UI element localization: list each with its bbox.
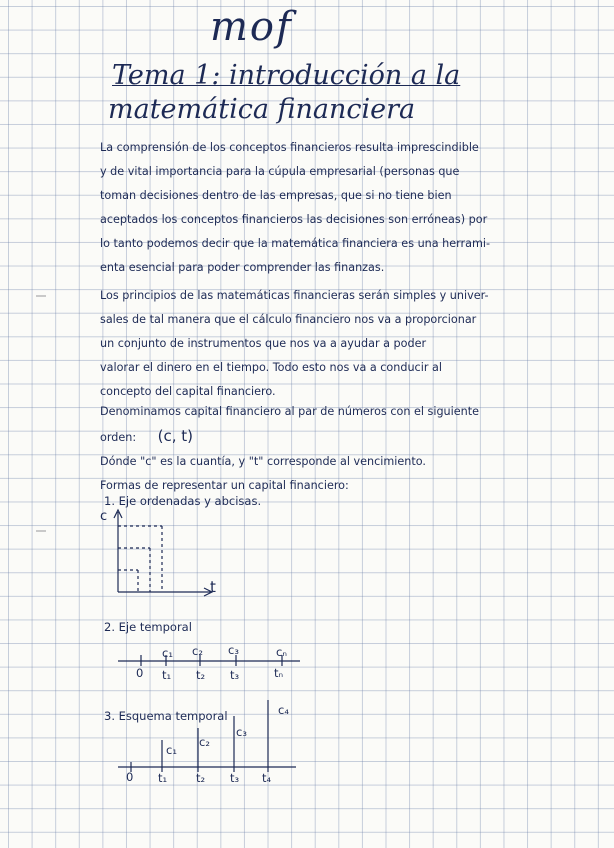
bottom-label: 0 [126,770,134,784]
time-scheme-sketch [118,700,296,772]
text-line: sales de tal manera que el cálculo financiero nos va a proporcionar [100,313,477,327]
text-line: concepto del capital financiero. [100,385,276,399]
text-line: Los principios de las matemáticas financieras serán simples y univer- [100,289,489,302]
bar-label: c₁ [166,743,177,757]
text-line: aceptados los conceptos financieros las decisiones son erróneas) por [100,213,488,227]
top-label: cₙ [276,645,287,659]
bar-label: c₂ [199,735,210,749]
text-line: un conjunto de instrumentos que nos va a ayudar a poder [100,337,427,351]
item-2-label: 2. Eje temporal [104,620,192,634]
bottom-label: t₂ [196,771,206,785]
page-title-line-1: Tema 1: introducción a la [112,60,461,91]
text-line: Dónde "c" es la cuantía, y "t" corresponde al vencimiento. [100,455,426,469]
text-line: Formas de representar un capital financiero: [100,479,349,493]
page-initials: mof [210,4,293,50]
text-line: y de vital importancia para la cúpula empresarial (personas que [100,165,460,179]
bar-label: c₄ [278,703,289,717]
text-line: toman decisiones dentro de las empresas, que si no tiene bien [100,189,452,203]
capital-pair: (c, t) [157,427,194,446]
page-title-line-2: matemática financiera [108,94,416,125]
top-label: c₁ [162,646,173,660]
x-axis-label: t [210,578,216,596]
bottom-label: 0 [136,666,144,680]
bottom-label: t₃ [230,668,240,682]
bottom-label: t₂ [196,668,206,682]
text-line: Denominamos capital financiero al par de números con el siguiente [100,405,480,418]
bar-label: c₃ [236,725,247,739]
text-line: enta esencial para poder comprender las finanzas. [100,261,385,275]
bottom-label: t₄ [262,771,272,785]
top-label: c₂ [192,644,203,658]
text-line: La comprensión de los conceptos financieros resulta imprescindible [100,141,479,154]
item-1-label: 1. Eje ordenadas y abcisas. [104,494,262,508]
bottom-label: t₁ [158,771,168,785]
top-label: c₃ [228,643,239,657]
text-line: valorar el dinero en el tiempo. Todo esto nos va a conducir al [100,361,442,375]
item-3-label: 3. Esquema temporal [104,709,228,723]
text-fragment: orden: [100,431,137,445]
y-axis-label: c [100,509,108,524]
bottom-label: tₙ [274,666,284,680]
cartesian-axes-sketch [114,510,212,596]
bottom-label: t₁ [162,668,172,682]
text-line: lo tanto podemos decir que la matemática financiera es una herrami- [100,237,491,251]
time-axis-sketch [118,655,300,666]
bottom-label: t₃ [230,771,240,785]
